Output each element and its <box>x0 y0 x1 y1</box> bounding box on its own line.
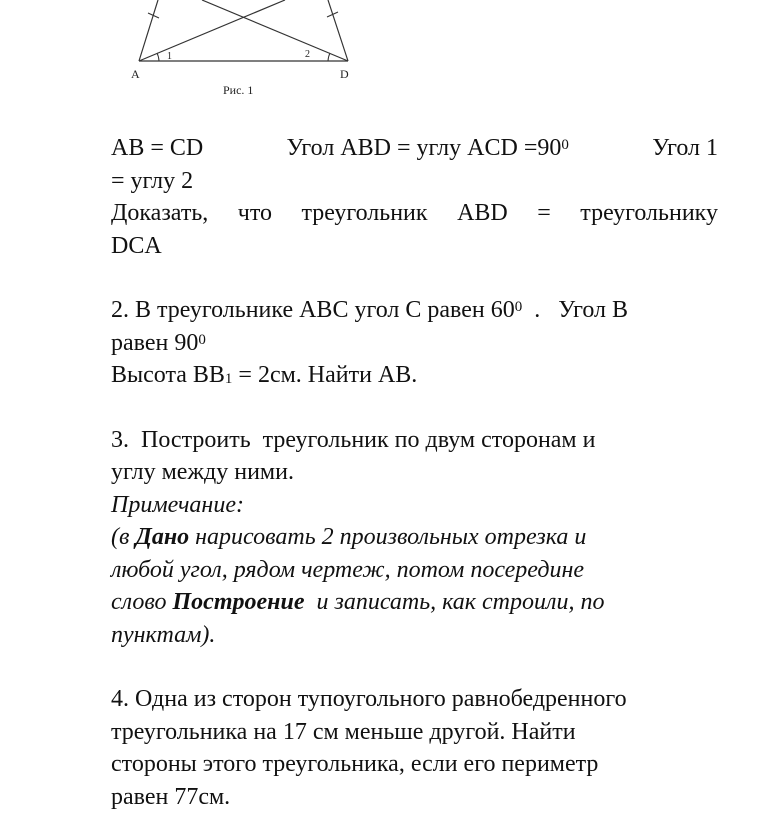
document-body <box>111 132 718 813</box>
vertex-d-label: D <box>340 67 349 81</box>
task3-line1: 3. Построить треугольник по двум сторонам и <box>111 426 596 453</box>
task3-note-line2: любой угол, рядом чертеж, потом посередине <box>111 556 585 583</box>
angle-2-arc <box>328 53 330 61</box>
task1-line1 <box>111 132 718 165</box>
task3-note-line1: (в Дано нарисовать 2 произвольных отрезка и <box>111 524 587 550</box>
task3-line2: углу между ними. <box>111 459 294 485</box>
task1-ab: AB = CD <box>111 135 204 161</box>
task3-note-title: Примечание: <box>111 491 244 518</box>
task3-note-line4: пунктам). <box>111 621 216 648</box>
task1-angle-condition: Угол ABD = углу ACD $=90^0$ <box>286 135 569 161</box>
figure-caption: Рис. 1 <box>223 83 254 97</box>
task1-line2: = углу 2 <box>111 167 194 194</box>
task2-line1: 2. В треугольнике АВС угол С равен $60^0$ . Угол В <box>111 297 628 323</box>
triangle-figure <box>0 0 758 110</box>
angle-1-arc <box>157 53 159 61</box>
task4-line1: 4. Одна из сторон тупоугольного равнобедренного <box>111 686 627 712</box>
segment-ab <box>139 0 158 61</box>
task4-line2: треугольника на 17 см меньше другой. Найти <box>111 718 576 745</box>
task4-line3: стороны этого треугольника, если его периметр <box>111 751 599 777</box>
segment-db <box>202 0 348 61</box>
task2-line3: Высота $ВВ_1 = 2см$. Найти АВ. <box>111 362 418 388</box>
angle-2-label: 2 <box>305 49 310 60</box>
task1-prove-line: Доказать, что треугольник ABD = треугольнику <box>111 200 718 226</box>
task1-angle1: Угол 1 <box>652 135 718 161</box>
vertex-a-label: A <box>131 67 140 81</box>
segment-dc <box>328 0 348 61</box>
task3-note-line3: слово Построение и записать, как строили, по <box>111 589 605 615</box>
task4-line4: равен 77см. <box>111 783 231 810</box>
task2-line2: равен $90^0$ <box>111 329 206 356</box>
task1-prove-end: DCA <box>111 232 162 259</box>
angle-1-label: 1 <box>167 51 172 62</box>
segment-ac <box>139 0 285 61</box>
